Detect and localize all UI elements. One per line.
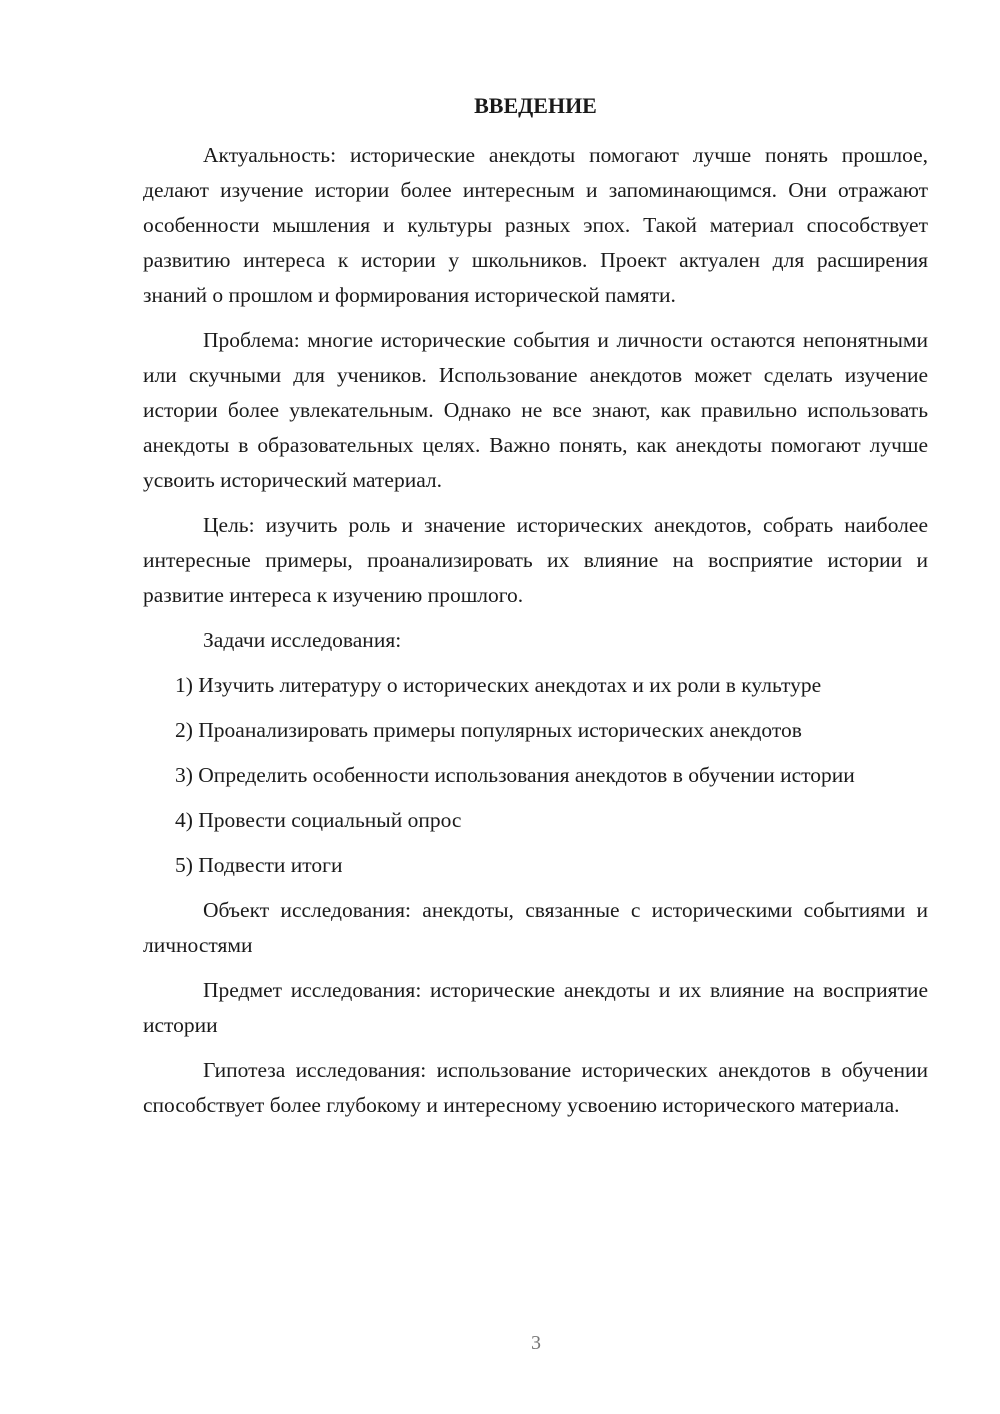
section-heading: ВВЕДЕНИЕ [474, 93, 597, 118]
hypothesis-paragraph: Гипотеза исследования: использование исторических анекдотов в обучении способствует более глубокому и интересному усвоению исторического материала. [143, 1058, 928, 1117]
task-item-5: 5) Подвести итоги [175, 853, 343, 877]
tasks-title: Задачи исследования: [203, 628, 402, 652]
goal-paragraph: Цель: изучить роль и значение исторических анекдотов, собрать наиболее интересные примеры, проанализировать их влияние на восприятие истории и развитие интереса к изучению прошлого. [143, 513, 928, 607]
object-paragraph: Объект исследования: анекдоты, связанные с историческими событиями и личностями [143, 898, 928, 957]
document-page [143, 90, 928, 1133]
subject-paragraph: Предмет исследования: исторические анекдоты и их влияние на восприятие истории [143, 978, 928, 1037]
relevance-paragraph: Актуальность: исторические анекдоты помогают лучше понять прошлое, делают изучение истории более интересным и запоминающимся. Они отражают особенности мышления и культуры разных эпох. Такой материал способствует развитию интереса к истории у школьников. Проект актуален для расширения знаний о прошлом и формирования исторической памяти. [143, 143, 928, 307]
page-number: 3 [531, 1332, 541, 1354]
task-item-4: 4) Провести социальный опрос [175, 808, 462, 832]
problem-paragraph: Проблема: многие исторические события и личности остаются непонятными или скучными для учеников. Использование анекдотов может сделать изучение истории более увлекательным. Однако не все знают, как правильно использовать анекдоты в образовательных целях. Важно понять, как анекдоты помогают лучше усвоить исторический материал. [143, 328, 928, 492]
task-item-2: 2) Проанализировать примеры популярных исторических анекдотов [175, 718, 802, 742]
task-item-1: 1) Изучить литературу о исторических анекдотах и их роли в культуре [175, 673, 822, 697]
task-item-3: 3) Определить особенности использования анекдотов в обучении истории [175, 763, 855, 787]
